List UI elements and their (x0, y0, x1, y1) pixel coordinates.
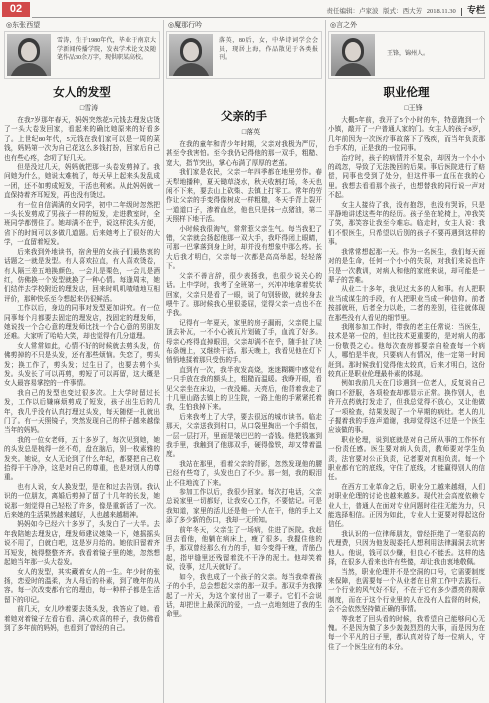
header-meta (323, 4, 485, 16)
body-paragraph: 我们家是农民，父亲一年四季都在地里劳作。春天犁地播种，夏天锄草浇水，秋天收割打场，冬天也闲不下来，要去山上砍柴、去镇上打零工。常年的劳作让父亲的手变得像树皮一样粗糙，冬天手背上裂开一道道口子，渗着血丝，他也只是抹一点猪油，第二天照样下地干活。 (166, 169, 322, 224)
article-body (4, 116, 160, 700)
photo-head (21, 42, 37, 61)
body-paragraph: 后来我到外地读书，宿舍里的女孩子们最热衷的话题之一就是发型。有人喜欢拉直，有人喜欢烫卷，有人隔三差五地换颜色，一会儿是栗色，一会儿是酒红，仿佛换一个发型就换了一种心情。每逢周末，她们结伴去学校附近的理发店，回来时叽叽喳喳地互相评价，那种快乐至今想起来仍很鲜活。 (4, 248, 160, 303)
page-number: 02 (2, 2, 30, 17)
body-paragraph: 职业伦理，说到底就是对自己所从事的工作怀有一份责任感。医生要对病人负责，教师要对学生负责，法官要对公正负责，记者要对真相负责。每一个职业都有它的底线，守住了底线，才能赢得别人的信任。 (328, 436, 485, 482)
body-paragraph: 等我老了回头看的时候，我希望自己能够问心无愧。不是因为做了多少轰轰烈烈的大事，而是因为在每一个平凡的日子里，都认真对待了每一位病人，守住了一个医生应有的本分。 (328, 615, 485, 651)
column-article-fathers-hands (166, 20, 322, 703)
body-paragraph: 女人的发型，其实藏着女人的一生。年少时的张扬，恋爱时的温柔，为人母后的朴素，到了晚年的从容。每一次改变都有它的理由，每一种样子都是生活留下的印记。 (4, 568, 160, 604)
author-bio-box (328, 31, 485, 79)
body-paragraph: 我刚参加工作时，带我的老主任常说：当医生，技术是第一位的，但比技术更重要的，是对病人的那一份敬畏之心。他每次查房都要亲自检查每一个病人，哪怕是半夜，只要病人有情况，他一定第一时间赶到。那时候我们觉得他太较真，后来才明白，这份较真正是职业伦理最朴素的体现。 (328, 323, 485, 378)
photo-head (345, 42, 361, 61)
body-paragraph: 例如我前几天在门诊遇到一位老人，反复说自己胸口不舒服，各项检查却都显示正常。换作别人，也许开点药就打发走了，但我总觉得不放心，又让他做了一项检查，结果发现了一个早期的病灶。老人的儿子握着我的手连声道谢，我却觉得这不过是一个医生应该做的事。 (328, 380, 485, 435)
body-paragraph: 在西方工业革命之后，职业分工越来越细，人们对职业伦理的讨论也越来越多。现代社会高度依赖专业人士，普通人在面对专业问题时往往无能为力，只能选择相信。正因为如此，专业人士更要对得起这份信任。 (328, 483, 485, 529)
photo-shoulders (10, 63, 48, 76)
author-bio: 雪涛，生于1980年代，毕业于南京大学新闻传播学院，发表学术论文及随笔作品30余万字，现供职某高校。 (57, 38, 156, 62)
page-header (0, 0, 489, 19)
section-name: 专栏 (466, 5, 485, 15)
article-body (328, 116, 485, 700)
body-paragraph: 记得有一年夏天，家里的房子漏雨，父亲爬上屋顶去补瓦，一不小心被瓦片划破了手，血流了好多。母亲心疼得直掉眼泪，父亲却满不在乎，随手扯了块布条缠上，又继续干活。那天晚上，我看见他在灯下悄悄地揉着那只受伤的手。 (166, 319, 322, 365)
header-divider (461, 8, 462, 16)
body-paragraph: 在我的童年和青少年时期，父亲对我极为严厉，甚至令我害怕。至今我仍记得他的那一双手，粗糙、宽大，指节突出，掌心布满了厚厚的老茧。 (166, 141, 322, 167)
author-bio-box (166, 31, 322, 79)
article-byline: □雪涛 (79, 104, 99, 112)
article-byline: □王锋 (404, 104, 423, 112)
issue-date: 2018.11.30 (426, 8, 456, 15)
body-paragraph: 治疗时，孩子的病情并不复杂，却因为一个小小的疏忽，导致了无法挽回的后果。事后医院进行了赔偿，同事也受到了处分，但这件事一直压在我的心里。我想去看看那个孩子，也想替我的同行说一声对不起。 (328, 154, 485, 200)
article-body (166, 140, 322, 700)
body-paragraph: 我的一位女老师，五十多岁了，每次见到她，她的头发总是梳得一丝不苟，盘在脑后，别一枚素雅的发夹。她说，女人无论到了什么年纪，都要把自己收拾得干干净净，这是对自己的尊重，也是对别人的尊重。 (4, 436, 160, 482)
body-paragraph: 但是没过几天，妈妈就把那一头卷发剪掉了。我问她为什么，她说太难梳了，每天早上起来头发乱成一团，还不如剪成短发，干活也利索。从此妈妈就一直保持着齐耳短发，再也没有烫过。 (4, 164, 160, 200)
body-paragraph: 直到有一次，我半夜发高烧，迷迷糊糊中感觉有一只手放在我的额头上，粗糙而温暖。我睁开眼，看见父亲坐在床边，一夜没睡。天亮后，他背着我走了十几里山路去镇上的卫生院，一路上他的手紧紧托着我，生怕我掉下来。 (166, 366, 322, 412)
body-paragraph: 有一位自信满满的女同学，初中二年级时忽然把一头长发剪成了男孩子一样的短发，走进教室时，全班同学都愣住了。她却满不在乎，说这样洗头方便，省下的时间可以多做几道题。后来她考上了很好的大学，一直留着短发。 (4, 201, 160, 247)
article-title: 父亲的手 (221, 111, 267, 123)
body-paragraph: 工作以后，身边的同事对发型更加讲究。有一位同事每个月都要去固定的理发店，找固定的理发师，她说找一个合心意的理发师比找一个合心意的男朋友还难。大家听了哈哈大笑，却也觉得有几分道理。 (4, 305, 160, 341)
article-byline: □落英 (241, 128, 261, 136)
author-photo (169, 34, 213, 76)
layout-credit: 版式：西大芳 (383, 8, 423, 15)
body-paragraph: 我自己的发型也变过很多次。上大学时留过长发，工作以后嫌麻烦剪成了短发，孩子出生后的几年，我几乎没有认真打理过头发，每天随便一扎就出门了。有一天照镜子，突然发现自己的样子越来越像当年的妈妈。 (4, 389, 160, 435)
photo-shoulders (172, 63, 210, 76)
author-bio-box (4, 31, 160, 79)
author-photo (331, 34, 375, 76)
body-paragraph: 前年冬天，父亲生了一场病，住进了医院。我赶回去看他，他躺在病床上，瘦了很多。我握住他的手，那双曾经那么有力的手，如今变得干瘦，青筋凸起，指甲缝里还残留着洗不干净的泥土。他却笑着说，没事，过几天就好了。 (166, 526, 322, 572)
body-paragraph: 女主人接待了我，没有抱怨，也没有哭诉，只是平静地讲述这些年的经历。孩子坐在轮椅上，冲我笑了笑，那笑容让我至今难忘。临走时，女主人说：我们不恨医生，只希望以后别的孩子不要再遇到这样的事。 (328, 201, 485, 247)
body-paragraph: 参加工作以后，我很少回家。每次打电话，父亲总说家里一切都好，让我安心工作，不要惦记。可是我知道，家里的活儿还是他一个人在干，他的手上又添了多少新的伤口，我却一无所知。 (166, 489, 322, 525)
body-paragraph: 我站在那里，看着父亲的背影，忽然发现他的腰已经有些弯了，头发也白了不少。那一刻，我的眼泪止不住地流了下来。 (166, 460, 322, 487)
column-divider (163, 20, 164, 703)
photo-shoulders (334, 63, 372, 76)
column-divider (325, 20, 326, 703)
article-title: 职业伦理 (383, 87, 430, 99)
column-article-professional-ethics (328, 20, 485, 703)
body-paragraph: 从业二十多年，我见过太多的人和事。有人把职业当成谋生的手段，有人把职业当成一种信仰。前者按部就班，后者全力以赴，二者的差别，往往就体现在那些没有人看见的细节里。 (328, 286, 485, 322)
body-paragraph: 也有人说，女人换发型，是在和过去告别。我认识的一位朋友，离婚后剪掉了留了十几年的长发，她说那一刻觉得自己轻松了许多，像是重新活了一次。后来她的生活果然越来越好，人也越来越精神。 (4, 483, 160, 520)
body-paragraph: 大概5年前，我开了5个小时的车，特意跑到一个小镇，敲开了一户普通人家的门。女主人的孩子8岁，几年前因为一次医疗事故落下了残疾，而当年负责那台手术的，正是我的一位同事。 (328, 117, 485, 153)
header-rule (32, 17, 486, 18)
column-name: ◎言之外 (330, 21, 358, 29)
editor-credit: 责任编辑：卢家波 (326, 8, 379, 15)
author-photo (7, 34, 51, 76)
body-paragraph: 女人常常如此，心情不好的时候就去剪头发，仿佛剪掉的不只是头发，还有那些烦恼。失恋了，剪头发；换工作了，剪头发；过生日了，也要去剪个头发。头发长了可以再剪，剪短了可以再留，这大概是女人最容易掌控的一件事情。 (4, 342, 160, 388)
column-article-hairstyle (4, 20, 160, 703)
body-paragraph: 妈妈如今已经六十多岁了，头发白了一大半。去年我陪她去理发店，理发师建议她染一下，她摇摇头说不用了，白就白吧，这是岁月给的。她依旧留着齐耳短发，梳得整整齐齐。我看着镜子里的她，忽然想起她当年那一头大卷发。 (4, 521, 160, 567)
body-paragraph: 父亲不善言辞，很少表扬我，也很少说关心的话。上中学时，我考了全班第一，兴冲冲地拿着奖状回家，父亲只是看了一眼，说了句别骄傲，就转身去喂牛了。那时候我心里很委屈，觉得父亲一点也不在乎我。 (166, 272, 322, 318)
column-name: ◎魔那行吟 (168, 21, 203, 29)
body-paragraph: 在我7岁那年春天，妈妈突然花5元钱去理发店烫了一头大卷发回家，看起来的确比她原来的好看多了。上世纪80年代，5元钱在我们家可以是一周的菜钱，妈妈第一次为自己花这么多钱打扮，回家后自己也有些心疼，念叨了好几天。 (4, 117, 160, 162)
author-bio: 王锋，锦州人。 (387, 51, 430, 57)
body-paragraph: 我认识的一位律师朋友，曾经拒绝了一笔很高的代理费，只因为他发现委托人想利用法律漏洞去坑害他人。他说，钱可以少赚，但良心不能丢。这样的选择，在很多人看来也许有些傻，却让我由衷地敬佩。 (328, 530, 485, 567)
body-paragraph: 我常常想起那一天。作为一名医生，我们每天面对的是生命，任何一个小小的失误，对我们来说也许只是一次教训，对病人和他的家庭来说，却可能是一辈子的苦难。 (328, 248, 485, 284)
body-paragraph: 后来我考上了大学，要去很远的城市读书。临走那天，父亲送我到村口，从口袋里掏出一个手绢包，一层一层打开，里面是皱巴巴的一沓钱。他把钱塞到我手里，我触到了他那双手，硬得像铁，却又带着温度。 (166, 413, 322, 459)
body-paragraph: 如今，我也成了一个孩子的父亲。每当我牵着孩子的小手，总会想起父亲的那一双手。那双手为我撑起了一片天，为这个家付出了一辈子。它们不会说话，却把世上最深沉的爱，一点一点地刻进了我的生命里。 (166, 573, 322, 619)
body-paragraph: 小时候我很淘气，常常惹父亲生气。每当我犯了错，父亲就会扬起他那一双大手，我吓得闭上眼睛，可那一巴掌落到身上时，却并没有想象中那么疼。长大后我才明白，父亲每一次都是高高举起，轻轻落下。 (166, 225, 322, 271)
body-paragraph: 当然，职业伦理并不是空洞的口号，它需要制度来保障，也需要每一个从业者在日常工作中去践行。一个行业的风气好不好，不在于它有多少漂亮的规章制度，而在于这个行业里的人在没有人监督的时候，会不会依然坚持做正确的事情。 (328, 568, 485, 614)
author-bio: 落英，80后，女，中华诗词学会会员，现居上海，作品散见于各类报刊。 (219, 38, 318, 62)
photo-head (183, 42, 199, 61)
article-title: 女人的发型 (53, 87, 111, 99)
column-name: ◎东张西望 (6, 21, 41, 29)
body-paragraph: 前几天，女儿吵着要去烫头发，我答应了她。看着她对着镜子左看右看、满心欢喜的样子，我仿佛看到了多年前的妈妈，也看到了曾经的自己。 (4, 606, 160, 632)
